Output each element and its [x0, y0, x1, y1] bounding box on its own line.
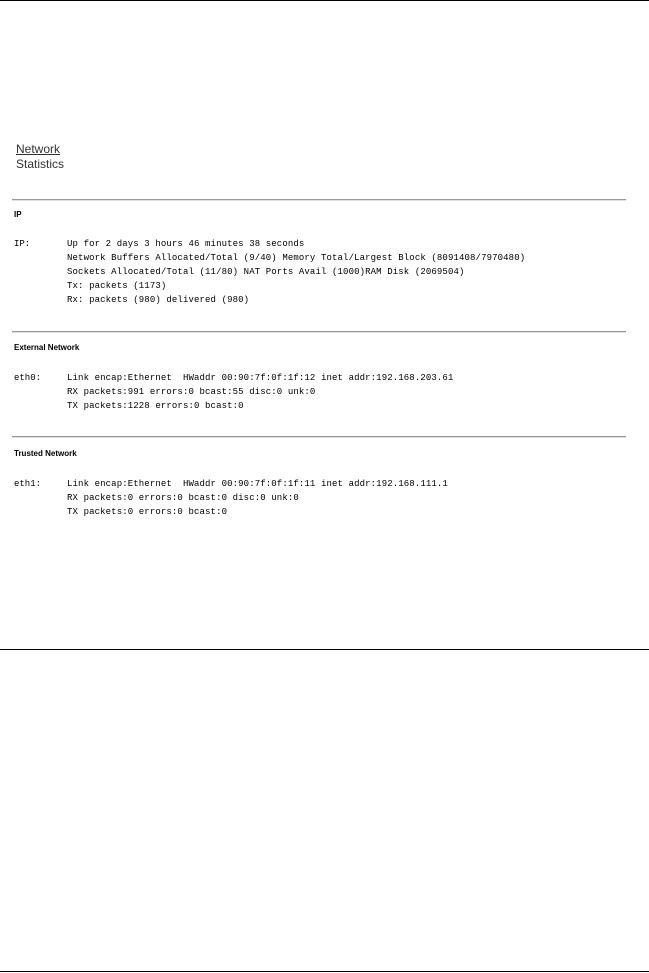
ip-line: Network Buffers Allocated/Total (9/40) Memory Total/Largest Block (8091408/7970480): [67, 253, 526, 263]
ip-line: Rx: packets (980) delivered (980): [67, 295, 250, 305]
ip-line: Sockets Allocated/Total (11/80) NAT Ports Avail (1000)RAM Disk (2069504): [67, 267, 465, 277]
section-divider: [12, 436, 626, 438]
eth1-label: eth1:: [14, 479, 42, 489]
eth1-line: TX packets:0 errors:0 bcast:0: [67, 507, 228, 517]
eth0-line: Link encap:Ethernet HWaddr 00:90:7f:0f:1f:12 inet addr:192.168.203.61: [67, 373, 454, 383]
screenshot-bottom-rule: [0, 649, 649, 650]
eth0-line: TX packets:1228 errors:0 bcast:0: [67, 401, 244, 411]
ip-line: Tx: packets (1173): [67, 281, 167, 291]
eth0-label: eth0:: [14, 373, 42, 383]
ip-line: Up for 2 days 3 hours 46 minutes 38 seconds: [67, 239, 305, 249]
section-title-external-network: External Network: [14, 343, 80, 352]
page-title: Statistics: [16, 157, 65, 171]
section-divider: [12, 199, 626, 201]
ip-label: IP:: [14, 239, 31, 249]
section-title-ip: IP: [14, 210, 22, 219]
section-divider: [12, 331, 626, 333]
page-bottom-rule: [0, 971, 649, 972]
eth1-line: Link encap:Ethernet HWaddr 00:90:7f:0f:1f:11 inet addr:192.168.111.1: [67, 479, 448, 489]
page-top-rule: [0, 0, 649, 1]
breadcrumb-network-link[interactable]: Network: [16, 142, 61, 156]
eth1-line: RX packets:0 errors:0 bcast:0 disc:0 unk:0: [67, 493, 299, 503]
section-title-trusted-network: Trusted Network: [14, 449, 77, 458]
eth0-line: RX packets:991 errors:0 bcast:55 disc:0 unk:0: [67, 387, 316, 397]
